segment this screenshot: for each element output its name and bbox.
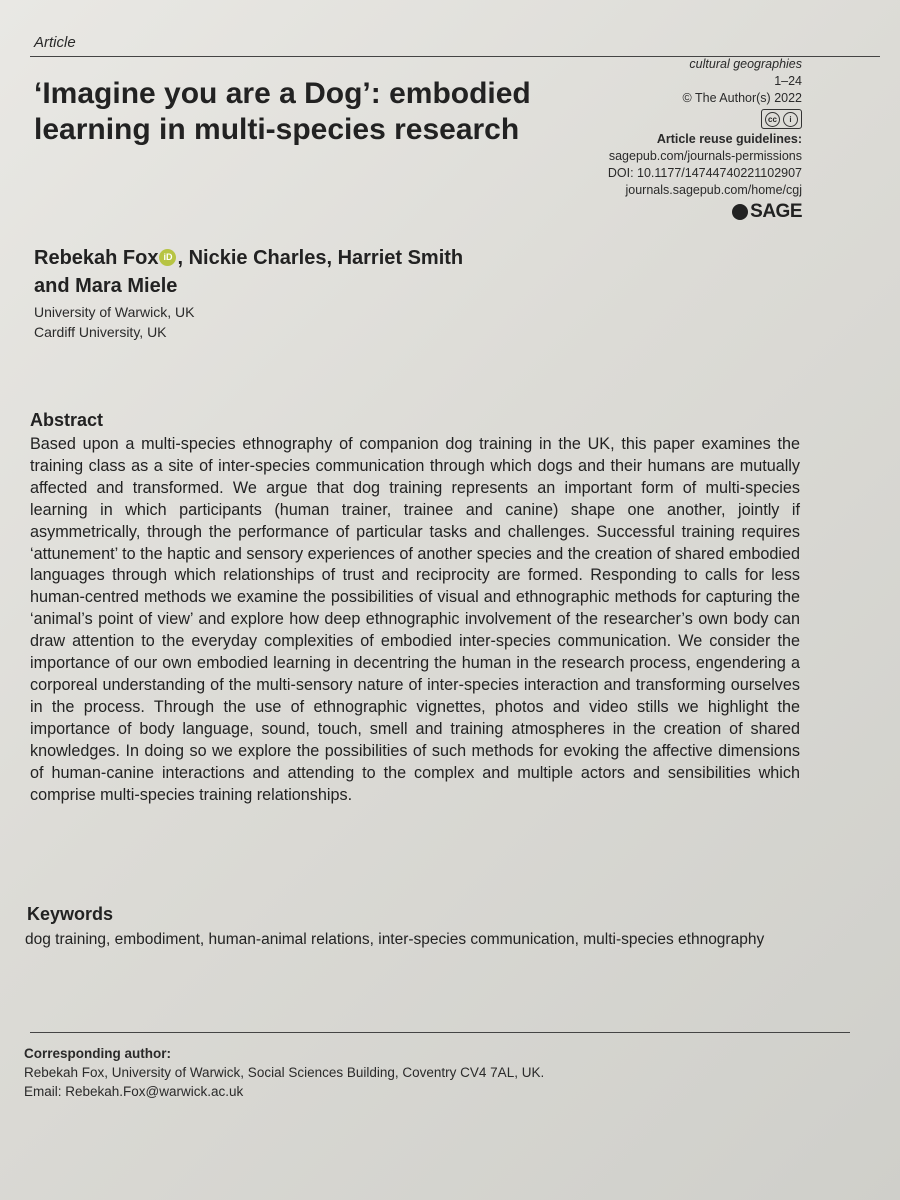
affiliation: University of Warwick, UK [34,304,195,320]
orcid-icon[interactable]: iD [159,249,176,266]
sage-logo-icon [732,204,748,220]
corresponding-heading: Corresponding author: [24,1046,171,1061]
page-range: 1–24 [774,74,802,88]
first-author: Rebekah Fox [34,247,159,269]
journal-name: cultural geographies [689,57,802,71]
article-title: ‘Imagine you are a Dog’: embodied learning in multi-species research [34,77,531,146]
other-authors: , Nickie Charles, Harriet Smith [177,247,464,269]
affiliations [34,302,195,342]
publisher-logo [732,203,802,220]
attribution-icon: i [783,112,798,127]
keywords-text: dog training, embodiment, human-animal relations, inter-species communication, multi-species ethnography [25,931,765,948]
footnote-rule [30,1032,850,1033]
copyright: © The Author(s) 2022 [682,91,802,105]
publisher-name: SAGE [750,201,802,222]
journal-info [502,56,802,225]
abstract-text: Based upon a multi-species ethnography of companion dog training in the UK, this paper examines the training class as a site of inter-species communication through which dogs and their humans are mutually affected and transformed. We argue that dog training represents an important form of multi-species learning in which participants (human trainer, trainee and canine) shape one another, jointly if asymmetrically, through the performance of particular tasks and challenges. Successful training requires ‘attunement’ to the haptic and sensory experiences of another species and the creation of shared embodied languages through which relationships of trust and reciprocity are formed. Responding to calls for less human-centred methods we examine the possibilities of visual and ethnographic methods for capturing the ‘animal’s point of view’ and explore how deep ethnographic involvement of the researcher’s own body can draw attention to the everyday complexities of embodied inter-species communication. We consider the importance of our own embodied learning in decentring the human in the research process, engendering a corporeal understanding of the multi-sensory nature of inter-species interaction and transforming ourselves in the process. Through the use of ethnographic vignettes, photos and video stills we highlight the importance of body language, sound, touch, smell and training atmospheres in the creation of shared knowledges. In doing so we explore the possibilities of such methods for evoking the affective dimensions of human-canine interactions and attending to the complex and multiple actors and sensibilities which comprise multi-species training relationships. [30,435,800,804]
cc-license-icon [761,109,802,129]
corresponding-email[interactable]: Email: Rebekah.Fox@warwick.ac.uk [24,1084,244,1099]
last-author: and Mara Miele [34,275,178,297]
journal-link[interactable]: journals.sagepub.com/home/cgj [625,183,802,197]
keywords-heading: Keywords [27,904,114,924]
corresponding-author [24,1044,784,1101]
author-list [34,244,594,300]
abstract-heading: Abstract [30,410,104,430]
affiliation: Cardiff University, UK [34,324,167,340]
cc-icon: cc [765,112,780,127]
reuse-label: Article reuse guidelines: [656,132,802,146]
corresponding-address: Rebekah Fox, University of Warwick, Social Sciences Building, Coventry CV4 7AL, UK. [24,1065,545,1080]
section-label: Article [34,34,76,51]
reuse-link[interactable]: sagepub.com/journals-permissions [608,149,802,163]
doi: DOI: 10.1177/14744740221102907 [607,166,802,180]
